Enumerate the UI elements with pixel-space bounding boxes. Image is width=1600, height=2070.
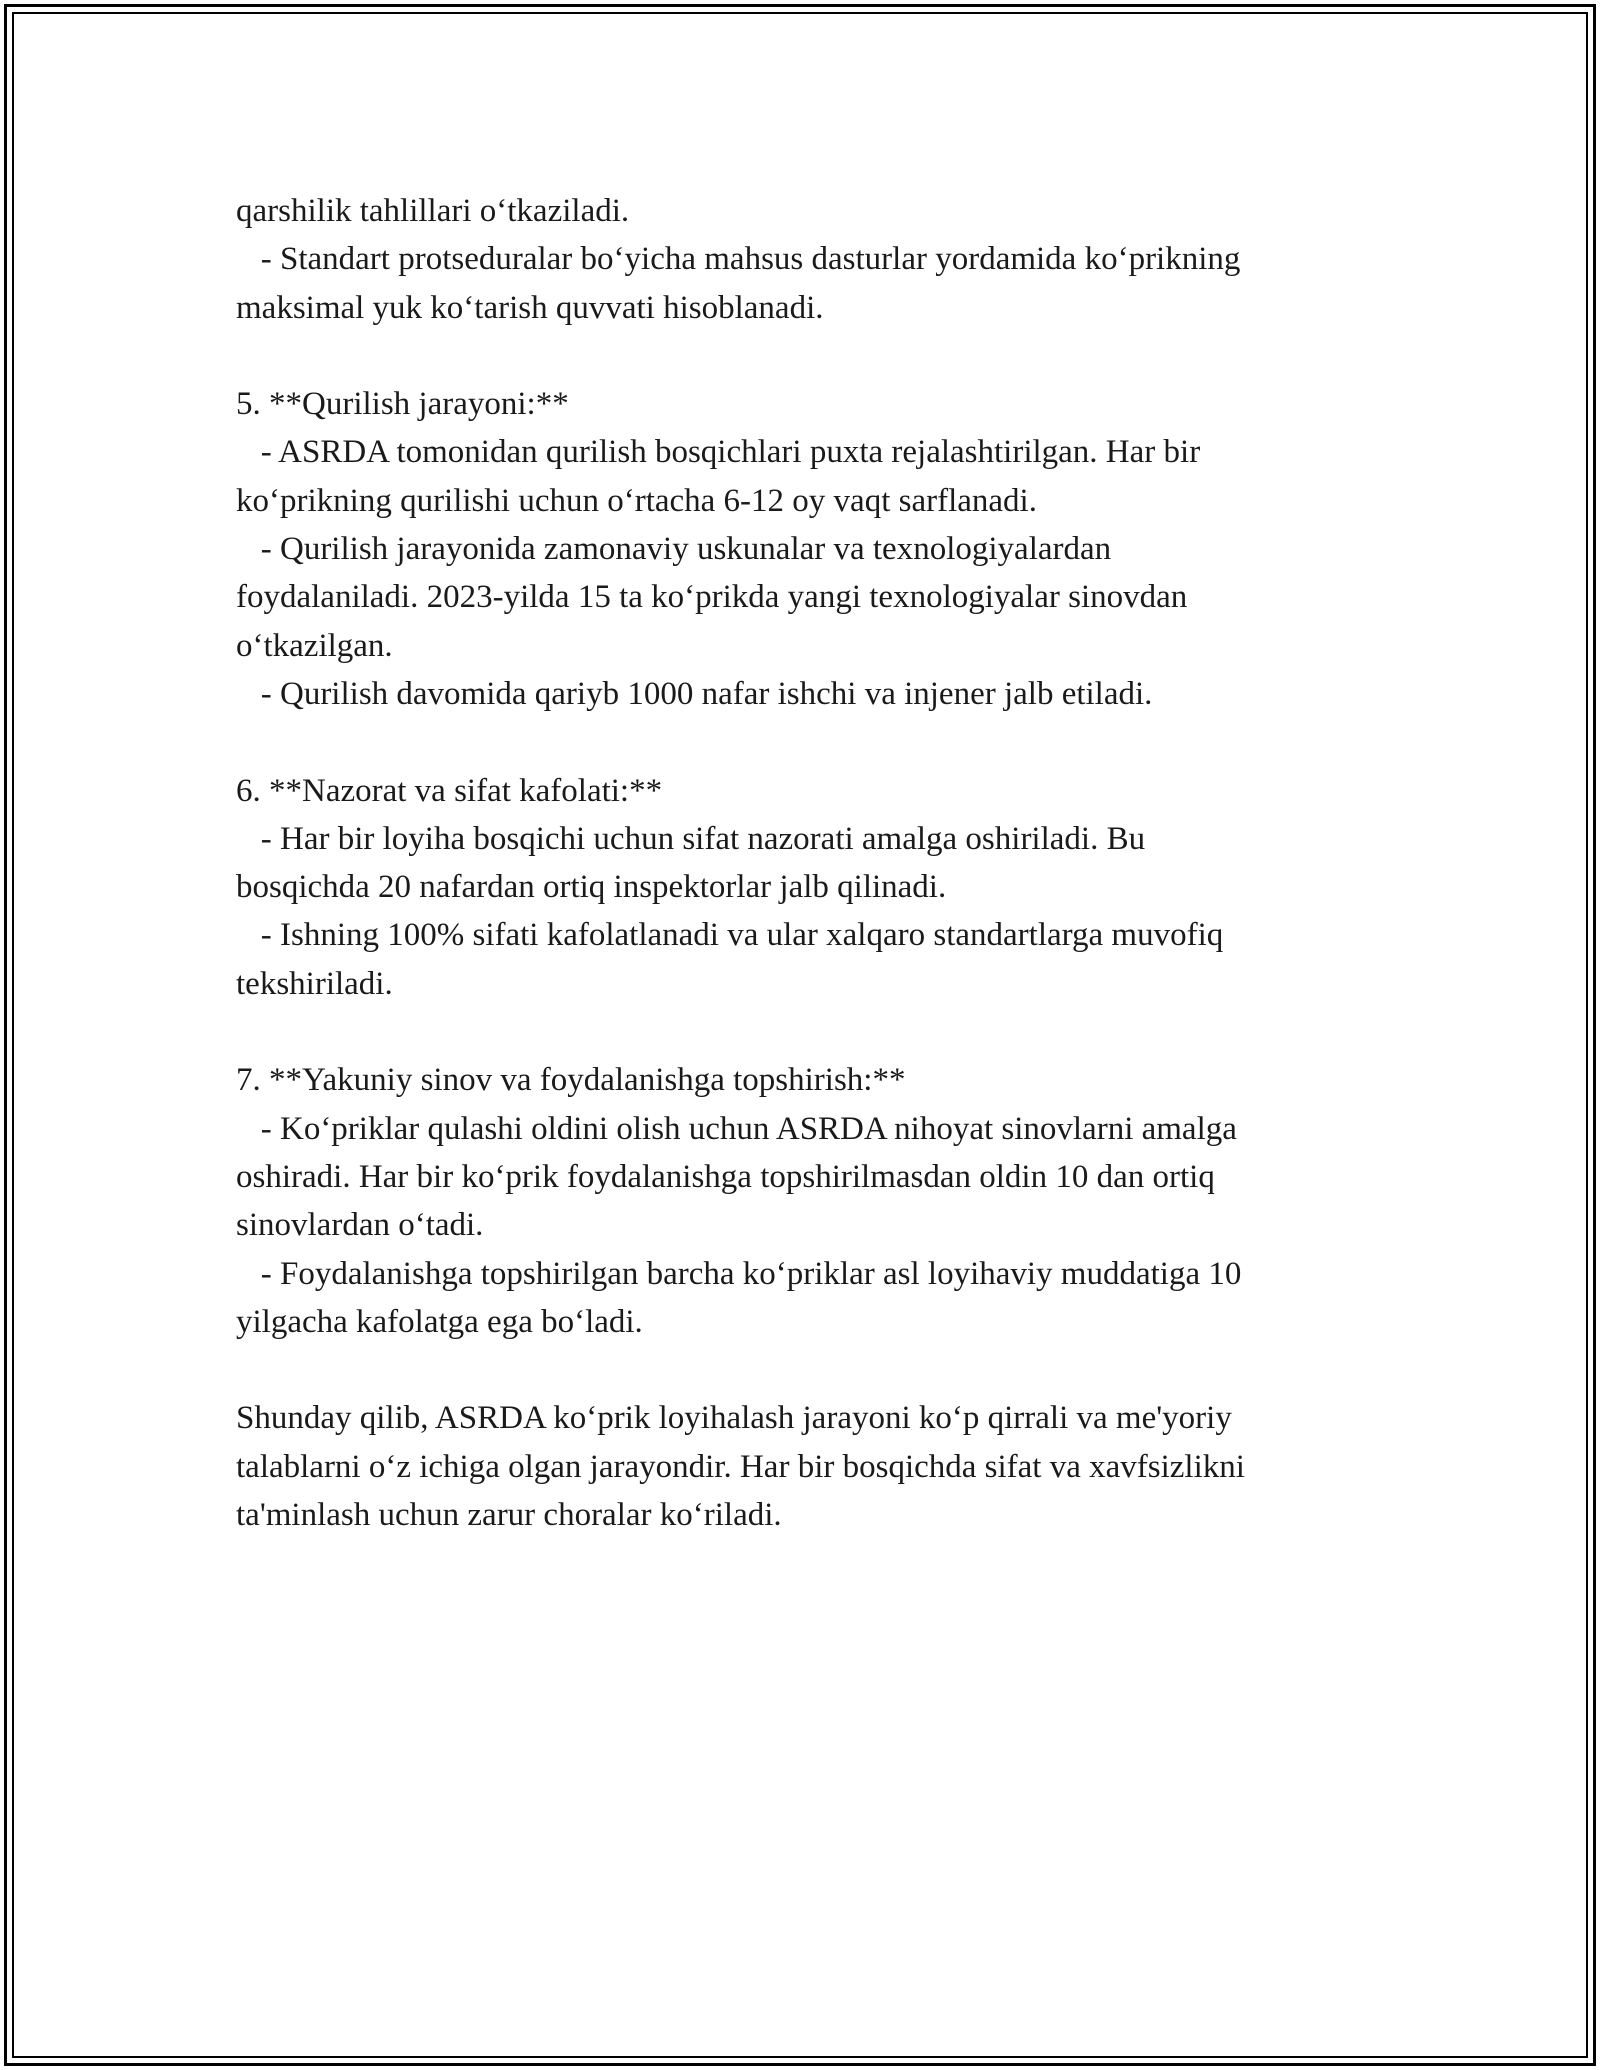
paragraph-gap (236, 332, 1386, 380)
text-line: - Qurilish jarayonida zamonaviy uskunalar va texnologiyalardan (236, 531, 1112, 568)
text-line: - Qurilish davomida qariyb 1000 nafar ishchi va injener jalb etiladi. (236, 675, 1153, 712)
paragraph-gap (236, 1346, 1386, 1394)
text-line: Shunday qilib, ASRDA ko‘prik loyihalash jarayoni ko‘p qirrali va me'yoriy (236, 1400, 1232, 1437)
text-line: foydalaniladi. 2023-yilda 15 ta ko‘prikda yangi texnologiyalar sinovdan (236, 579, 1188, 616)
section-construction (236, 380, 1386, 718)
text-line: qarshilik tahlillari o‘tkaziladi. (236, 193, 630, 229)
text-line: yilgacha kafolatga ega bo‘ladi. (236, 1303, 643, 1340)
section-quality-control (236, 767, 1386, 1008)
text-line: talablarni o‘z ichiga olgan jarayondir. Har bir bosqichda sifat va xavfsizlikni (236, 1448, 1245, 1485)
paragraph-gap (236, 718, 1386, 766)
text-line: - Standart protseduralar bo‘yicha mahsus dasturlar yordamida ko‘prikning (236, 241, 1241, 278)
text-line: ta'minlash uchun zarur choralar ko‘riladi. (236, 1497, 782, 1534)
text-line: oshiradi. Har bir ko‘prik foydalanishga topshirilmasdan oldin 10 dan ortiq (236, 1158, 1215, 1195)
text-line: sinovlardan o‘tadi. (236, 1207, 484, 1244)
section-heading: 7. **Yakuniy sinov va foydalanishga topshirish:** (236, 1062, 906, 1099)
document-body (236, 187, 1386, 1539)
section-heading: 6. **Nazorat va sifat kafolati:** (236, 772, 663, 809)
text-line: - Har bir loyiha bosqichi uchun sifat nazorati amalga oshiriladi. Bu (236, 820, 1146, 857)
text-line: - Foydalanishga topshirilgan barcha ko‘priklar asl loyihaviy muddatiga 10 (236, 1255, 1242, 1292)
conclusion-paragraph (236, 1394, 1386, 1539)
section-heading: 5. **Qurilish jarayoni:** (236, 386, 569, 423)
text-line: maksimal yuk ko‘tarish quvvati hisoblanadi. (236, 289, 824, 326)
text-line: ko‘prikning qurilishi uchun o‘rtacha 6-12 oy vaqt sarflanadi. (236, 482, 1037, 519)
text-line: bosqichda 20 nafardan ortiq inspektorlar jalb qilinadi. (236, 869, 947, 906)
paragraph-gap (236, 1008, 1386, 1056)
text-line: o‘tkazilgan. (236, 627, 393, 664)
text-line: - ASRDA tomonidan qurilish bosqichlari puxta rejalashtirilgan. Har bir (236, 434, 1201, 471)
text-line: tekshiriladi. (236, 965, 393, 1002)
section-final-testing (236, 1056, 1386, 1346)
paragraph-group-analysis (236, 187, 1386, 332)
text-line: - Ishning 100% sifati kafolatlanadi va ular xalqaro standartlarga muvofiq (236, 917, 1224, 954)
text-line: - Ko‘priklar qulashi oldini olish uchun ASRDA nihoyat sinovlarni amalga (236, 1110, 1237, 1147)
